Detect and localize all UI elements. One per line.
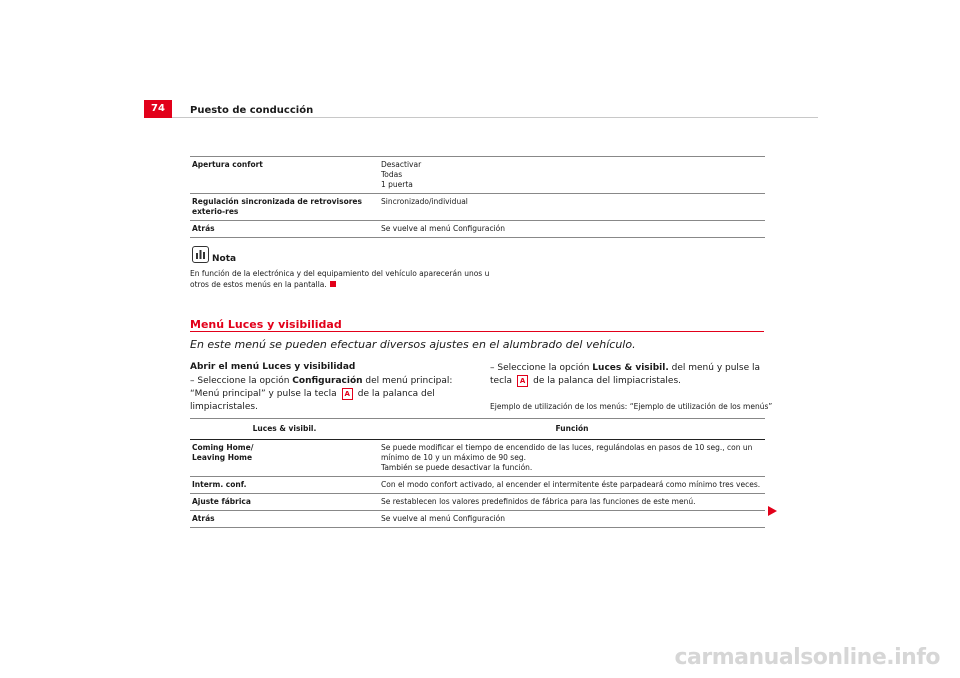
key-a-icon: A	[517, 375, 528, 387]
settings-table	[190, 156, 765, 238]
row-value	[379, 157, 765, 194]
step-bold: Luces & visibil.	[592, 363, 669, 373]
table-header	[190, 419, 765, 440]
row-value: Se restablecen los valores predefinidos de fábrica para las funciones de este menú.	[379, 494, 765, 511]
note-icon	[192, 246, 209, 263]
table-row	[190, 477, 765, 494]
watermark: carmanualsonline.info	[674, 645, 940, 670]
step-dash: –	[490, 363, 495, 373]
key-a-icon: A	[342, 388, 353, 400]
row-value: Se vuelve al menú Configuración	[379, 511, 765, 528]
row-label: Regulación sincronizada de retrovisores exterio-res	[190, 194, 379, 221]
row-label	[190, 440, 379, 477]
step-text: del menú principal: “Menú principal” y pulse la tecla	[190, 376, 453, 399]
table-row	[190, 511, 765, 528]
page-number: 74	[144, 100, 172, 118]
row-label: Apertura confort	[190, 157, 379, 194]
step-bold: Configuración	[292, 376, 363, 386]
value-line: 1 puerta	[381, 180, 413, 189]
row-value	[379, 440, 765, 477]
next-page-arrow-icon	[768, 506, 777, 516]
value-line: También se puede desactivar la función.	[381, 463, 533, 472]
note-title: Nota	[212, 254, 237, 264]
row-label: Ajuste fábrica	[190, 494, 379, 511]
step-text: de la palanca del limpiacristales.	[190, 389, 435, 412]
subheading: Abrir el menú Luces y visibilidad	[190, 362, 356, 372]
table-row	[190, 440, 765, 477]
column-header: Función	[379, 419, 765, 440]
figure-caption: Ejemplo de utilización de los menús: “Ejemplo de utilización de los menús”	[490, 402, 773, 411]
step-text: Seleccione la opción	[497, 363, 593, 373]
step-1	[190, 375, 480, 414]
lights-table	[190, 418, 765, 528]
note-body: En función de la electrónica y del equipamiento del vehículo aparecerán unos u otros de estos menús en la pantalla.	[190, 269, 490, 289]
step-text: Seleccione la opción	[197, 376, 293, 386]
table-row	[190, 194, 765, 221]
step-dash: –	[190, 376, 195, 386]
section-rule	[190, 331, 764, 332]
note-text	[190, 268, 490, 290]
value-line: Desactivar	[381, 160, 422, 169]
section-lead: En este menú se pueden efectuar diversos ajustes en el alumbrado del vehículo.	[190, 338, 636, 351]
table-row	[190, 221, 765, 238]
table-row	[190, 157, 765, 194]
section-title: Menú Luces y visibilidad	[190, 318, 342, 331]
end-marker-icon	[330, 281, 336, 287]
step-2	[490, 362, 780, 388]
chapter-title: Puesto de conducción	[190, 105, 314, 116]
row-label: Interm. conf.	[190, 477, 379, 494]
table-row	[190, 494, 765, 511]
row-value: Se vuelve al menú Configuración	[379, 221, 765, 238]
row-label: Atrás	[190, 221, 379, 238]
column-header: Luces & visibil.	[190, 419, 379, 440]
row-value: Con el modo confort activado, al encender el intermitente éste parpadeará como mínimo tres veces.	[379, 477, 765, 494]
step-text: de la palanca del limpiacristales.	[530, 376, 682, 386]
row-value: Sincronizado/individual	[379, 194, 765, 221]
row-label: Atrás	[190, 511, 379, 528]
header-rule	[172, 117, 818, 118]
label-line: Coming Home/	[192, 443, 254, 452]
value-line: Se puede modificar el tiempo de encendido de las luces, regulándolas en pasos de 10 seg., con un mínimo de 10 y un máximo de 90 seg.	[381, 443, 753, 462]
label-line: Leaving Home	[192, 453, 253, 462]
value-line: Todas	[381, 170, 403, 179]
step-text: del menú y pulse la tecla	[490, 363, 761, 386]
